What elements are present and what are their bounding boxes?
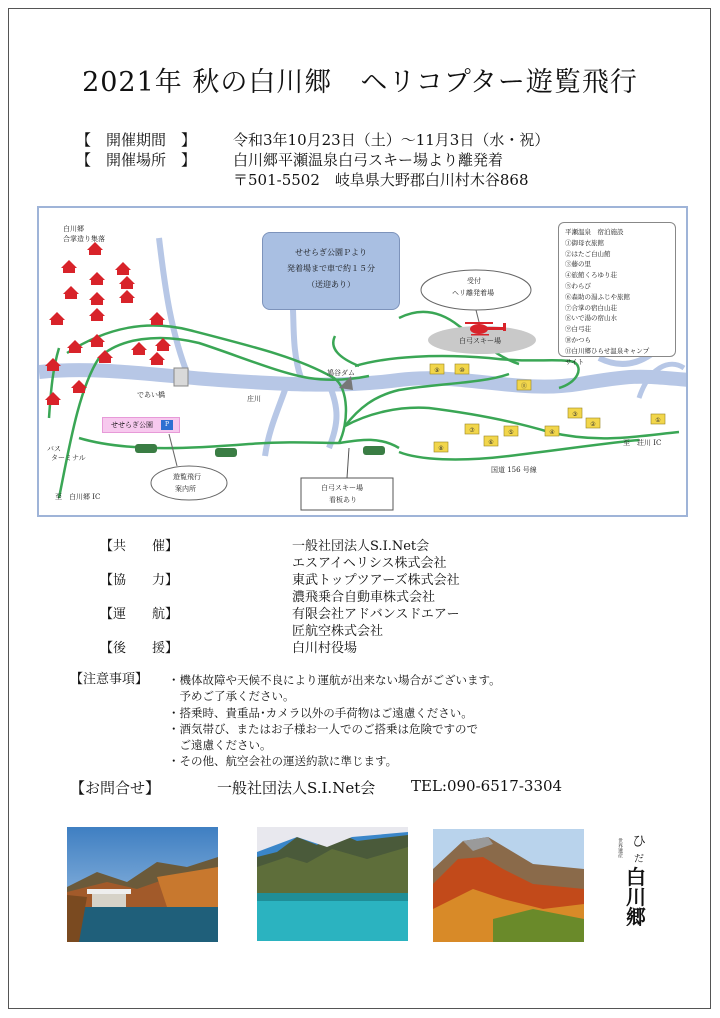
bus-icon — [135, 444, 157, 453]
svg-text:ひ: ひ — [632, 834, 646, 850]
lodging-item: ⑥森助の湯ふじや旅館 — [565, 292, 630, 301]
svg-text:⑧: ⑧ — [438, 445, 444, 452]
note-line: ・搭乗時、貴重品･カメラ以外の手荷物はご遠慮ください。 — [168, 705, 473, 720]
dam-label: 鳩谷ダム — [327, 369, 355, 377]
village-label-1: 白川郷 — [63, 225, 84, 233]
ic-south-label: 至 白川郷 IC — [55, 493, 101, 501]
svg-text:⑪: ⑪ — [520, 383, 528, 390]
ic-east-label: 至 荘川 IC — [623, 439, 662, 447]
shuttle-line-2: 発着場まで車で約１５分 — [287, 264, 375, 273]
notes-label: 【注意事項】 — [70, 672, 149, 687]
village-label-2: 合掌造り集落 — [63, 235, 105, 243]
credit-value: 濃飛乗合自動車株式会社 — [292, 590, 436, 605]
svg-text:白: 白 — [626, 865, 646, 889]
credit-value: 有限会社アドバンスドエアー — [292, 607, 460, 622]
credit-value: 東武トップツアーズ株式会社 — [292, 573, 460, 588]
photo-lake — [257, 827, 408, 941]
notes-list — [168, 672, 501, 770]
svg-text:⑩: ⑩ — [459, 367, 465, 374]
river — [39, 370, 688, 387]
credit-value: 白川村役場 — [292, 641, 358, 656]
river-label: 庄川 — [247, 395, 261, 403]
note-line: ・酒気帯び、またはお子様お一人でのご搭乗は危険ですので — [168, 721, 479, 736]
photo-autumn-mountain — [433, 829, 584, 942]
credit-label-backing: 【後 援】 — [100, 641, 179, 656]
venue-value: 白川郷平瀬温泉白弓スキー場より離発着 — [233, 151, 504, 169]
bus-icon-2 — [215, 448, 237, 457]
sign-label-2: 看板あり — [329, 496, 357, 504]
lodging-item: ⑤わらび — [565, 281, 591, 290]
bus-icon-3 — [363, 446, 385, 455]
contact-org: 一般社団法人S.I.Net会 — [217, 779, 376, 797]
ski-label: 白弓スキー場 — [459, 337, 501, 345]
svg-text:世界遺産: 世界遺産 — [617, 838, 623, 858]
bridge-label: であい橋 — [137, 391, 165, 399]
svg-text:①: ① — [655, 417, 661, 424]
svg-text:郷: 郷 — [626, 905, 646, 926]
shuttle-line-1: せせらぎ公園Ｐより — [295, 248, 367, 257]
lodging-item: ⑩かつら — [565, 335, 591, 344]
guide-label-1: 遊覧飛行 — [173, 473, 201, 481]
credit-value: 一般社団法人S.I.Net会 — [292, 539, 430, 554]
svg-text:⑨: ⑨ — [434, 367, 440, 374]
svg-text:③: ③ — [572, 411, 578, 418]
svg-text:⑦: ⑦ — [469, 427, 475, 434]
lodging-item: ⑧いで湯の宿山水 — [565, 314, 617, 323]
shuttle-info-box — [262, 232, 400, 310]
svg-text:⑤: ⑤ — [508, 429, 514, 436]
venue-address: 〒501-5502 岐阜県大野郡白川村木谷868 — [233, 171, 529, 189]
contact-label: 【お問合せ】 — [70, 779, 161, 797]
lodging-item: ④旅館くろゆり荘 — [565, 271, 617, 280]
period-label: 【 開催期間 】 — [76, 131, 197, 149]
credit-label-operation: 【運 航】 — [100, 607, 179, 622]
shuttle-line-3: （送迎あり） — [307, 280, 355, 289]
svg-text:④: ④ — [549, 429, 555, 436]
venue-label: 【 開催場所 】 — [76, 151, 197, 169]
sign-label-1: 白弓スキー場 — [321, 484, 363, 492]
svg-text:②: ② — [590, 421, 596, 428]
page-title: 2021年 秋の白川郷 ヘリコプター遊覧飛行 — [82, 67, 638, 98]
route-label: 国道 156 号線 — [491, 466, 537, 474]
lodging-title: 平瀬温泉 宿泊施設 — [565, 228, 624, 236]
credit-label-support: 【協 力】 — [100, 573, 179, 588]
note-line: ・機体故障や天候不良により運航が出来ない場合がございます。 — [168, 673, 501, 687]
bridge-icon — [174, 368, 188, 386]
credit-label-cohost: 【共 催】 — [100, 539, 179, 554]
period-value: 令和3年10月23日（土）～11月3日（水・祝） — [233, 131, 550, 149]
access-map — [37, 206, 688, 517]
bus-label-2: ターミナル — [51, 454, 86, 462]
guide-label-2: 案内所 — [175, 485, 196, 493]
lodging-list — [558, 222, 676, 366]
lodging-item: ⑨白弓荘 — [565, 325, 591, 334]
shirakawago-logo — [612, 826, 656, 926]
lodging-item: サイト — [565, 357, 585, 366]
lodging-item: ①御母衣旅館 — [565, 238, 604, 247]
heli-label-2: ヘリ離発着場 — [452, 289, 494, 297]
park-label: せせらぎ公園 — [102, 417, 180, 433]
heli-label-1: 受付 — [467, 277, 481, 285]
credit-value: 匠航空株式会社 — [292, 624, 384, 639]
lodging-item: ②はたご白山館 — [565, 249, 611, 258]
svg-text:⑥: ⑥ — [488, 439, 494, 446]
lodging-item: ⑪白川郷ひらせ温泉キャンプ — [565, 346, 650, 355]
svg-text:川: 川 — [626, 885, 646, 909]
credit-value: エスアイヘリシス株式会社 — [292, 556, 447, 571]
lodging-item: ⑦合掌の宿白山荘 — [565, 303, 617, 312]
note-line: 予めご了承ください。 — [168, 689, 295, 704]
parking-badge: P — [161, 420, 173, 430]
svg-text:だ: だ — [634, 854, 644, 865]
photo-dam — [67, 827, 218, 942]
note-line: ご遠慮ください。 — [168, 738, 272, 753]
bus-label-1: バス — [47, 445, 61, 453]
note-line: ・その他、航空会社の運送約款に準じます。 — [168, 754, 398, 769]
contact-tel: TEL:090-6517-3304 — [411, 777, 563, 795]
lodging-item: ③藤の里 — [565, 260, 591, 269]
